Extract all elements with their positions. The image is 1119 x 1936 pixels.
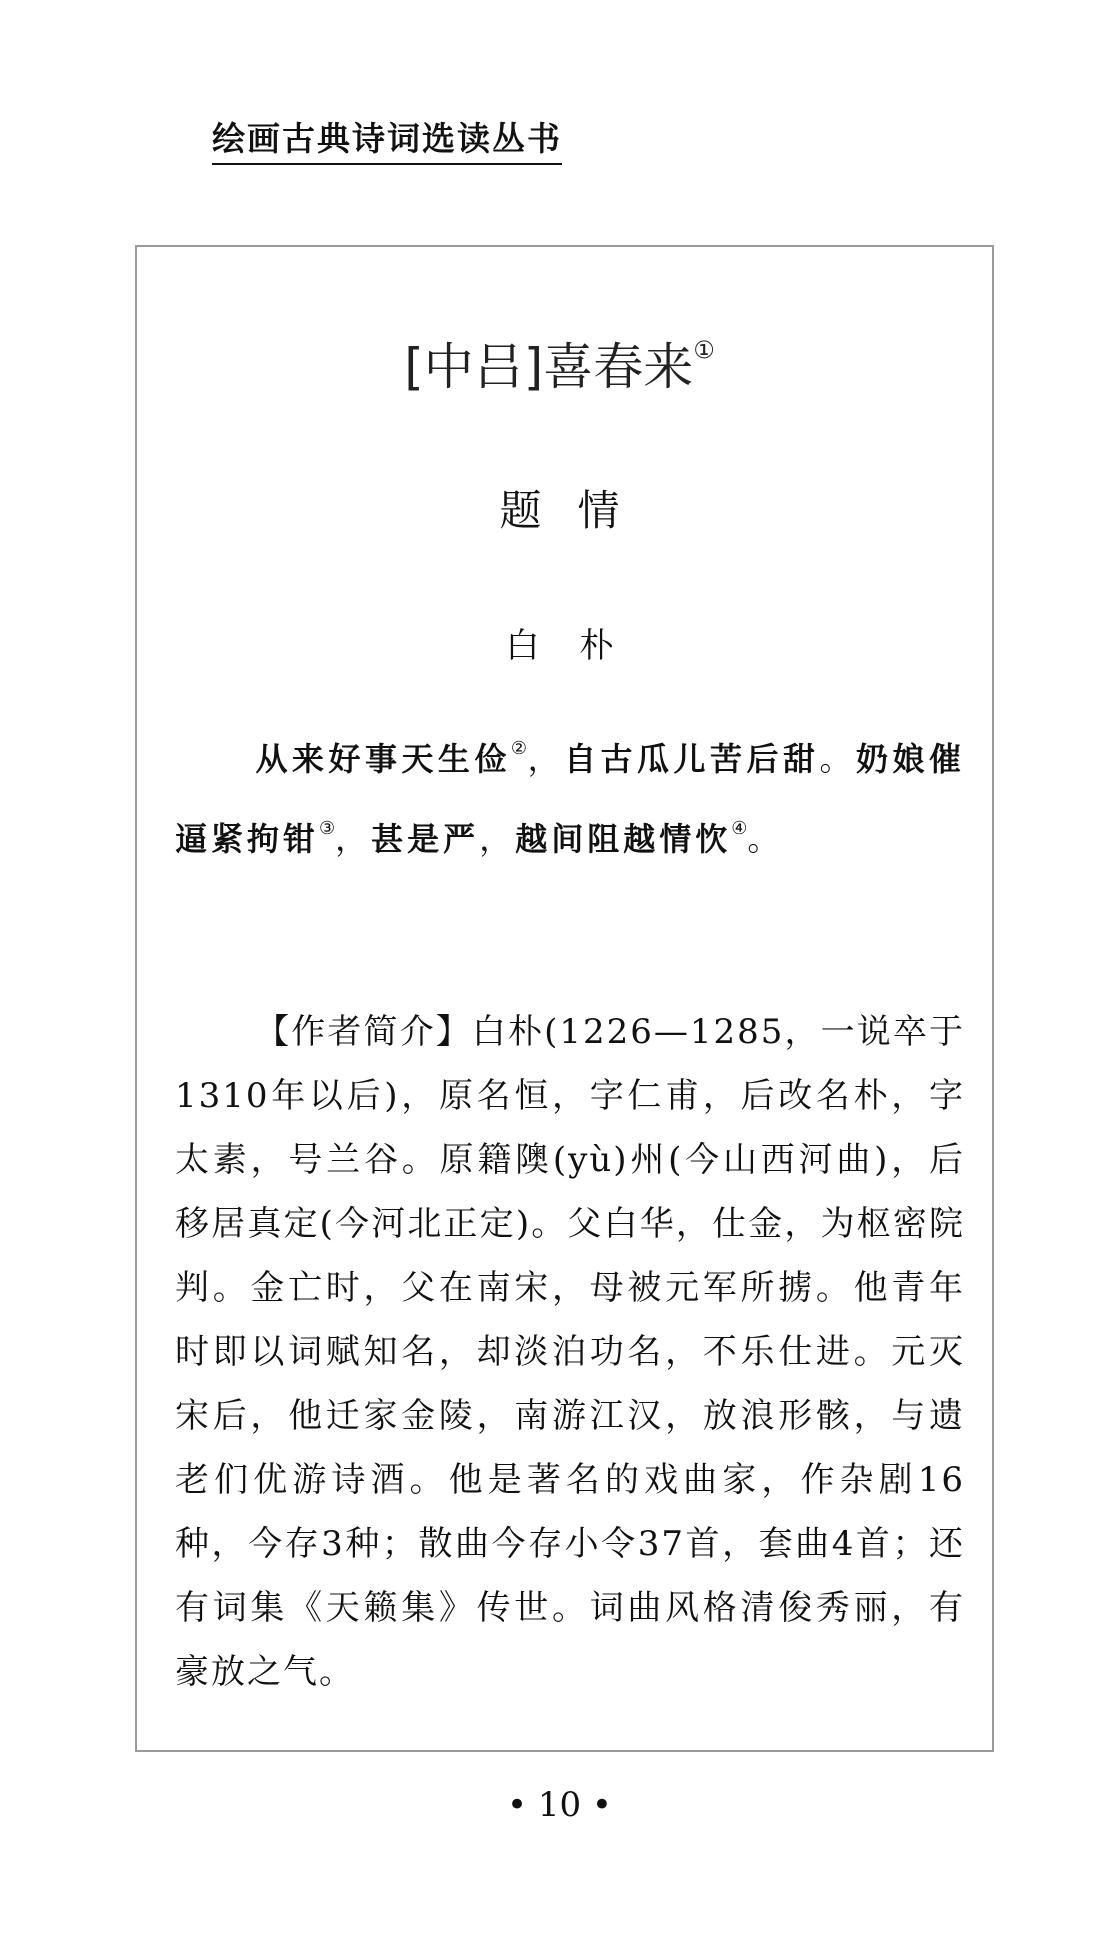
punct: ， <box>527 740 565 778</box>
poem-line: 从来好事天生俭 <box>255 740 511 778</box>
poem-line: 甚是严 <box>371 820 480 858</box>
poem-title <box>0 318 1119 399</box>
footnote-marker: ① <box>693 336 715 364</box>
poem-body <box>175 714 965 874</box>
bio-label: 【作者简介】 <box>255 1012 472 1052</box>
author-bio <box>175 1000 965 1704</box>
punct: 。 <box>747 820 784 858</box>
poem-title-text: [中吕]喜春来 <box>404 338 694 396</box>
footnote-marker: ④ <box>731 818 748 839</box>
poem-line: 越间阻越情忺 <box>515 820 732 858</box>
punct: ， <box>335 820 372 858</box>
poem-subtitle: 题情 <box>499 486 656 535</box>
poem-line: 奶娘催逼紧拘钳 <box>175 740 965 858</box>
footnote-marker: ② <box>510 738 528 759</box>
poem-author: 白朴 <box>505 626 654 666</box>
poem-line: 自古瓜儿苦后甜 <box>564 740 820 778</box>
punct: ， <box>479 820 516 858</box>
footnote-marker: ③ <box>319 818 336 839</box>
series-title: 绘画古典诗词选读丛书 <box>212 118 562 165</box>
punct: 。 <box>819 740 856 778</box>
page-number: • 10 • <box>507 1785 612 1825</box>
bio-text: 白朴(1226—1285，一说卒于1310年以后)，原名恒，字仁甫，后改名朴，字太素，号兰谷。原籍隩(yù)州(今山西河曲)，后移居真定(今河北正定)。父白华，仕金，为枢密院判。金亡时，父在南宋，母被元军所掳。他青年时即以词赋知名，却淡泊功名，不乐仕进。元灭宋后，他迁家金陵，南游江汉，放浪形骸，与遗老们优游诗酒。他是著名的戏曲家，作杂剧16种，今存3种；散曲今存小令37首，套曲4首；还有词集《天籁集》传世。词曲风格清俊秀丽，有豪放之气。 <box>175 1012 965 1692</box>
